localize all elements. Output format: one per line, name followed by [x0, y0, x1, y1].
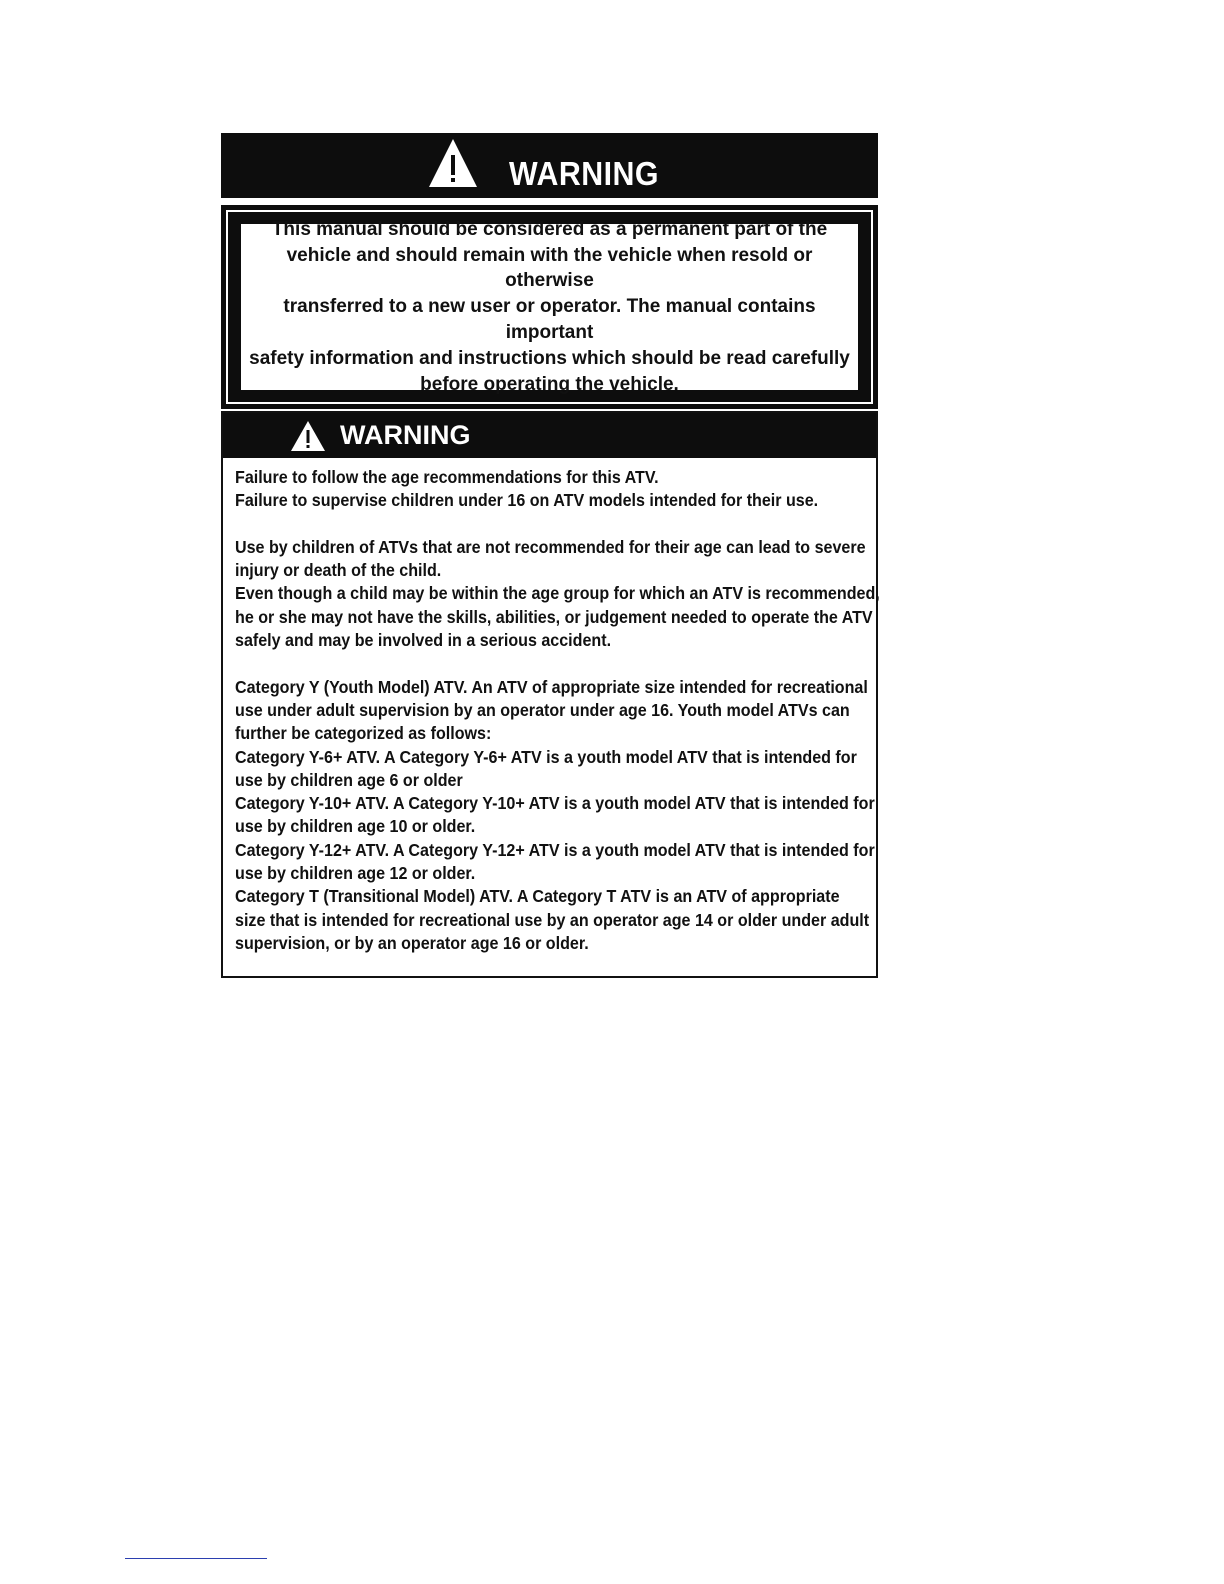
text-line: Failure to supervise children under 16 on ATV models intended for their use.	[235, 490, 819, 511]
text-line: Category T (Transitional Model) ATV. A Category T ATV is an ATV of appropriate	[235, 886, 840, 907]
text-line: further be categorized as follows:	[235, 723, 492, 744]
age-warning-box	[221, 411, 878, 978]
manual-notice-frame	[221, 205, 878, 409]
warning-triangle-icon	[290, 420, 326, 452]
text-line: size that is intended for recreational use by an operator age 14 or older under adult	[235, 909, 870, 930]
text-line: Failure to follow the age recommendations for this ATV.	[235, 467, 659, 487]
notice-line: transferred to a new user or operator. The manual contains important	[283, 296, 816, 343]
age-warning-text	[235, 466, 880, 955]
warning-title-top: WARNING	[509, 154, 659, 192]
notice-line: safety information and instructions which should be read carefully	[249, 347, 850, 369]
text-line: Category Y-6+ ATV. A Category Y-6+ ATV is a youth model ATV that is intended for	[235, 746, 857, 767]
warning-triangle-icon	[427, 137, 479, 189]
warning-header-age	[223, 413, 876, 458]
text-line: use by children age 6 or older	[235, 769, 463, 790]
text-line: safely and may be involved in a serious accident.	[235, 630, 612, 651]
text-line: Even though a child may be within the age group for which an ATV is recommended,	[235, 583, 880, 604]
notice-line: before operating the vehicle.	[420, 373, 679, 395]
paragraph-gap	[235, 513, 840, 536]
warning-title-age: WARNING	[340, 420, 471, 450]
manual-notice-text	[241, 217, 858, 398]
warning-header-top	[221, 133, 878, 198]
text-line: supervision, or by an operator age 16 or older.	[235, 932, 589, 953]
text-line: Use by children of ATVs that are not recommended for their age can lead to severe	[235, 536, 866, 557]
text-line: use under adult supervision by an operator under age 16. Youth model ATVs can	[235, 699, 850, 720]
notice-line: vehicle and should remain with the vehicle when resold or otherwise	[286, 244, 813, 292]
notice-line: This manual should be considered as a permanent part of the	[271, 218, 828, 240]
footnote-separator	[125, 1558, 267, 1559]
text-line: Category Y-10+ ATV. A Category Y-10+ ATV is a youth model ATV that is intended for	[235, 793, 875, 814]
text-line: Category Y (Youth Model) ATV. An ATV of appropriate size intended for recreational	[235, 676, 868, 697]
paragraph-gap	[235, 652, 840, 675]
text-line: Category Y-12+ ATV. A Category Y-12+ ATV is a youth model ATV that is intended for	[235, 839, 875, 860]
text-line: use by children age 12 or older.	[235, 863, 476, 884]
text-line: use by children age 10 or older.	[235, 816, 476, 837]
text-line: injury or death of the child.	[235, 560, 442, 581]
text-line: he or she may not have the skills, abilities, or judgement needed to operate the ATV	[235, 606, 873, 627]
manual-notice-panel	[241, 218, 858, 395]
